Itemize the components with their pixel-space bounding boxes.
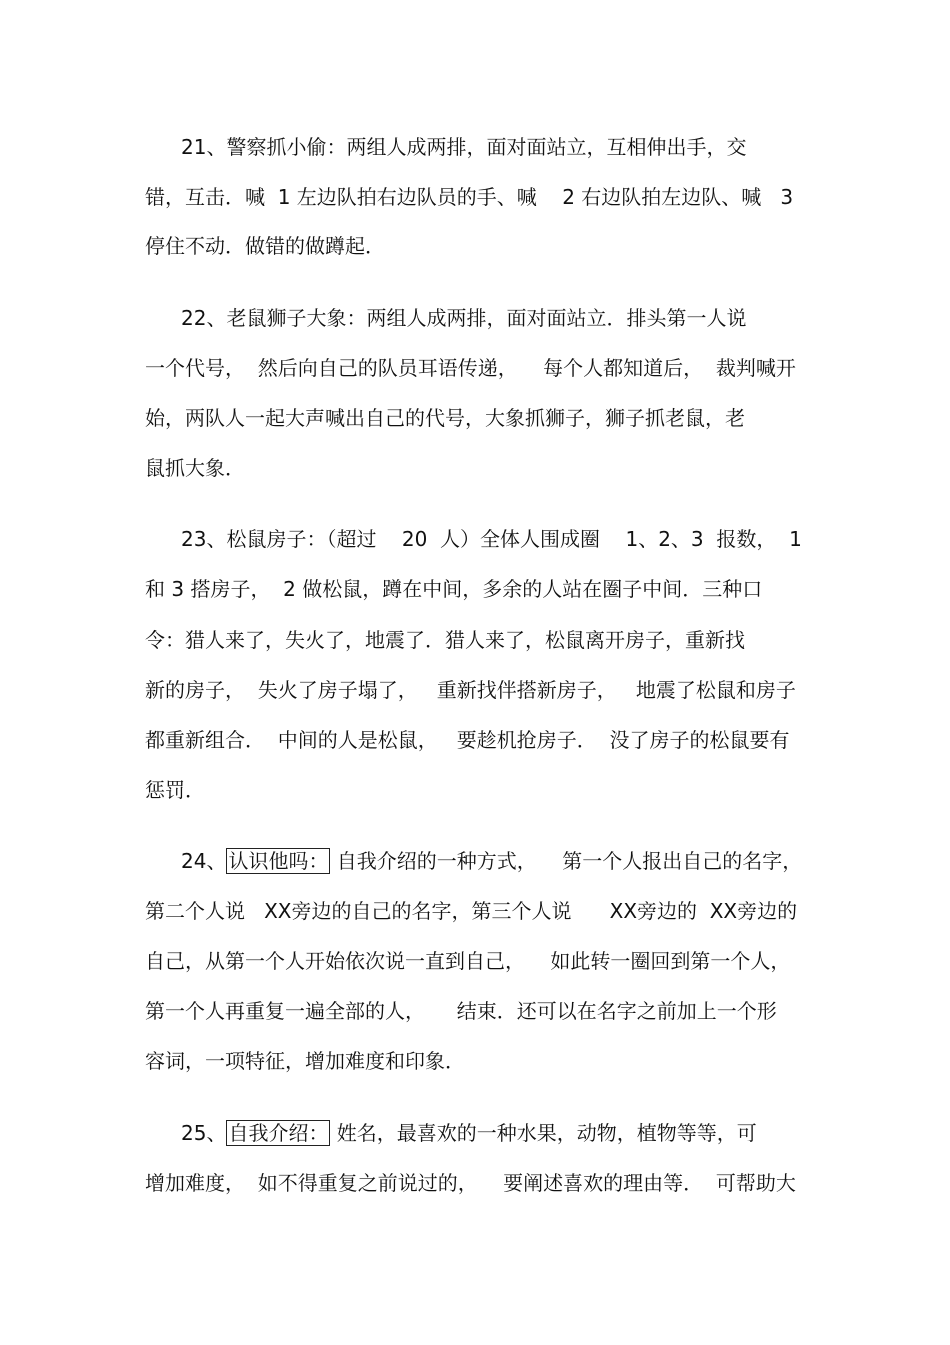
- item-24-line-4: 第一个人再重复一遍全部的人， 结束．还可以在名字之前加上一个形: [145, 999, 777, 1023]
- item-21-line-2: 错，互击．喊 1 左边队拍右边队员的手、喊 2 右边队拍左边队、喊 3: [145, 185, 794, 209]
- item-25-number: 25、: [181, 1121, 227, 1145]
- item-21-line-1: [181, 134, 746, 160]
- item-23-line-5: 都重新组合． 中间的人是松鼠， 要趁机抢房子． 没了房子的松鼠要有: [145, 728, 790, 752]
- item-21-number: 21、: [181, 135, 227, 159]
- item-25-line-2: 增加难度， 如不得重复之前说过的， 要阐述喜欢的理由等． 可帮助大: [145, 1171, 796, 1195]
- item-24-line-5: 容词，一项特征，增加难度和印象．: [145, 1049, 465, 1073]
- item-22-line-1: [181, 305, 746, 331]
- item-21-text-1: 警察抓小偷：两组人成两排，面对面站立，互相伸出手，交: [226, 135, 747, 159]
- item-22-number: 22、: [181, 306, 227, 330]
- item-25-line-1: [181, 1120, 757, 1146]
- item-23-line-6: 惩罚．: [145, 778, 205, 802]
- item-24-text-1: 自我介绍的一种方式， 第一个人报出自己的名字，: [330, 849, 803, 873]
- item-22-line-3: 始，两队人一起大声喊出自己的代号，大象抓狮子，狮子抓老鼠，老: [145, 406, 745, 430]
- item-23-number: 23、: [181, 527, 227, 551]
- item-22-line-2: 一个代号， 然后向自己的队员耳语传递， 每个人都知道后， 裁判喊开: [145, 356, 796, 380]
- item-24-number: 24、: [181, 849, 227, 873]
- item-23-line-4: 新的房子， 失火了房子塌了， 重新找伴搭新房子， 地震了松鼠和房子: [145, 678, 796, 702]
- item-23-line-1: [181, 526, 802, 552]
- item-23-line-2: 和 3 搭房子， 2 做松鼠，蹲在中间，多余的人站在圈子中间．三种口: [145, 577, 763, 601]
- item-25-boxed-title: 自我介绍：: [228, 1121, 329, 1145]
- item-24-boxed-title: 认识他吗：: [228, 849, 329, 873]
- item-21-line-3: 停住不动．做错的做蹲起．: [145, 234, 385, 258]
- item-22-text-1: 老鼠狮子大象：两组人成两排，面对面站立．排头第一人说: [226, 306, 747, 330]
- item-24-line-2: 第二个人说 XX旁边的自己的名字，第三个人说 XX旁边的 XX旁边的: [145, 899, 798, 923]
- item-23-line-3: 令：猎人来了，失火了，地震了．猎人来了，松鼠离开房子，重新找: [145, 628, 745, 652]
- item-23-text-1: 松鼠房子：（超过 20 人）全体人围成圈 1、2、3 报数， 1: [226, 527, 802, 551]
- item-24-line-3: 自己，从第一个人开始依次说一直到自己， 如此转一圈回到第一个人，: [145, 949, 791, 973]
- item-25-text-1: 姓名，最喜欢的一种水果，动物，植物等等，可: [330, 1121, 757, 1145]
- item-24-line-1: [181, 848, 802, 874]
- item-22-line-4: 鼠抓大象．: [145, 456, 245, 480]
